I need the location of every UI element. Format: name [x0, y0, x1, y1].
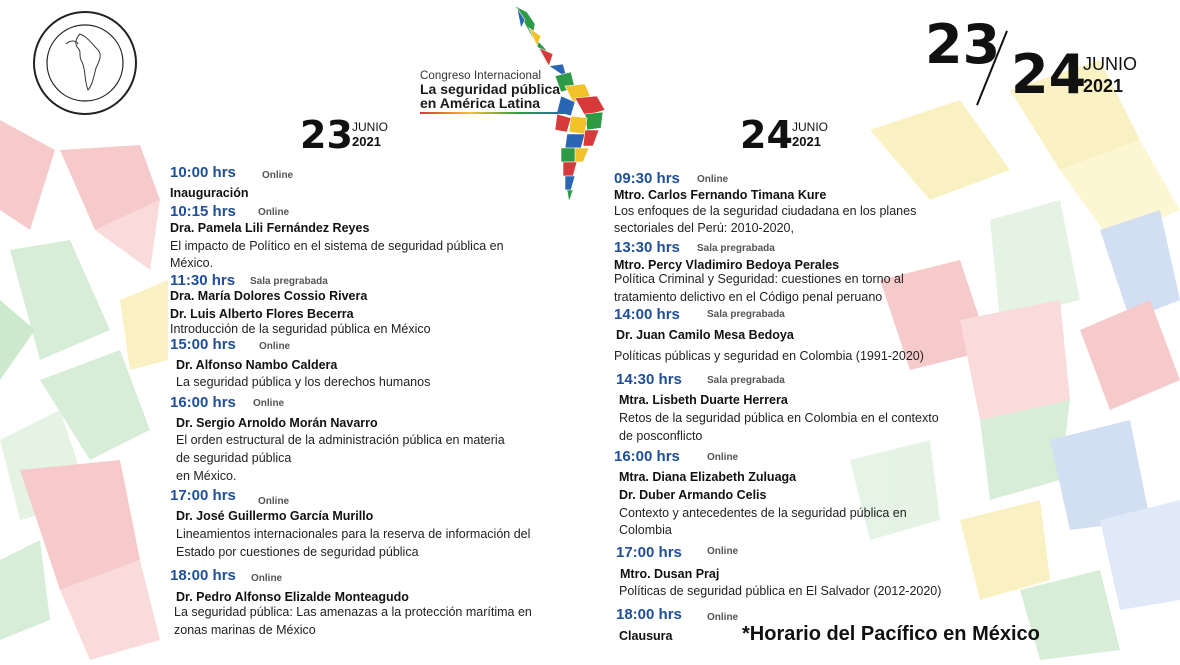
- session-modality: Sala pregrabada: [707, 375, 785, 386]
- event-dates: [925, 13, 1165, 108]
- speaker-name: Dr. Juan Camilo Mesa Bedoya: [616, 328, 794, 342]
- day2-year: 2021: [792, 134, 821, 149]
- talk-title: de seguridad pública: [176, 451, 292, 465]
- speaker-name: Mtro. Dusan Praj: [620, 567, 720, 581]
- timezone-note: *Horario del Pacífico en México: [742, 623, 1040, 645]
- session-modality: Online: [262, 170, 294, 181]
- talk-title: de posconflicto: [619, 429, 703, 443]
- talk-title: Estado por cuestiones de seguridad pública: [176, 545, 419, 559]
- speaker-name: Dr. Duber Armando Celis: [619, 488, 767, 502]
- session-modality: Online: [707, 612, 739, 623]
- session-time: 18:00 hrs: [170, 567, 236, 584]
- talk-title: La seguridad pública: Las amenazas a la protección marítima en: [174, 605, 532, 619]
- session-time: 16:00 hrs: [170, 394, 236, 411]
- talk-title: zonas marinas de México: [174, 623, 316, 637]
- speaker-name: Clausura: [619, 629, 673, 643]
- talk-title: Los enfoques de la seguridad ciudadana en los planes: [614, 204, 917, 218]
- talk-title: México.: [170, 256, 214, 270]
- congress-seal: [32, 10, 138, 116]
- session-time: 10:00 hrs: [170, 164, 236, 181]
- talk-title: Políticas de seguridad pública en El Salvador (2012-2020): [619, 584, 942, 598]
- day2-month: JUNIO: [792, 120, 828, 134]
- session-modality: Online: [258, 207, 290, 218]
- session-time: 14:30 hrs: [616, 371, 682, 388]
- congress-title: [420, 70, 600, 114]
- session-time: 14:00 hrs: [614, 306, 680, 323]
- congress-line2: La seguridad pública: [420, 81, 561, 97]
- day2-number: 24: [740, 113, 793, 157]
- session-modality: Sala pregrabada: [707, 309, 785, 320]
- session-time: 18:00 hrs: [616, 606, 682, 623]
- day1-year: 2021: [352, 134, 381, 149]
- talk-title: El impacto de Político en el sistema de seguridad pública en: [170, 239, 504, 253]
- day2-header: [740, 113, 860, 157]
- session-time: 16:00 hrs: [614, 448, 680, 465]
- talk-title: Política Criminal y Seguridad: cuestiones en torno al: [614, 272, 904, 286]
- speaker-name: Dr. Sergio Arnoldo Morán Navarro: [176, 416, 378, 430]
- session-modality: Online: [259, 341, 291, 352]
- session-modality: Online: [697, 174, 729, 185]
- talk-title: en México.: [176, 469, 237, 483]
- speaker-name: Dr. Luis Alberto Flores Becerra: [170, 307, 354, 321]
- congress-underline: [420, 112, 570, 114]
- talk-title: La seguridad pública y los derechos humanos: [176, 375, 431, 389]
- session-time: 15:00 hrs: [170, 336, 236, 353]
- speaker-name: Dra. Pamela Lili Fernández Reyes: [170, 221, 370, 235]
- day1-month: JUNIO: [352, 120, 388, 134]
- big-day-23: 23: [925, 13, 1001, 76]
- talk-title: Introducción de la seguridad pública en México: [170, 322, 431, 336]
- talk-title: Retos de la seguridad pública en Colombia en el contexto: [619, 411, 939, 425]
- session-time: 10:15 hrs: [170, 203, 236, 220]
- session-time: 17:00 hrs: [616, 544, 682, 561]
- big-day-24: 24: [1011, 43, 1087, 106]
- talk-title: sectoriales del Perú: 2010-2020,: [614, 221, 794, 235]
- speaker-name: Mtro. Carlos Fernando Timana Kure: [614, 188, 827, 202]
- congress-line3: en América Latina: [420, 95, 541, 111]
- talk-title: Colombia: [619, 523, 672, 537]
- speaker-name: Inauguración: [170, 186, 249, 200]
- session-modality: Sala pregrabada: [697, 243, 775, 254]
- day1-header: [300, 113, 420, 157]
- speaker-name: Mtra. Diana Elizabeth Zuluaga: [619, 470, 797, 484]
- session-time: 13:30 hrs: [614, 239, 680, 256]
- speaker-name: Dr. Pedro Alfonso Elizalde Monteagudo: [176, 590, 409, 604]
- session-time: 09:30 hrs: [614, 170, 680, 187]
- session-modality: Online: [253, 398, 285, 409]
- congress-line1: Congreso Internacional: [420, 70, 542, 82]
- big-year: 2021: [1083, 76, 1124, 96]
- talk-title: Contexto y antecedentes de la seguridad pública en: [619, 506, 907, 520]
- session-time: 11:30 hrs: [170, 272, 236, 289]
- session-modality: Online: [251, 573, 283, 584]
- session-modality: Online: [707, 452, 739, 463]
- day1-number: 23: [300, 113, 353, 157]
- session-modality: Online: [258, 496, 290, 507]
- speaker-name: Mtro. Percy Vladimiro Bedoya Perales: [614, 258, 840, 272]
- session-modality: Online: [707, 546, 739, 557]
- speaker-name: Dr. Alfonso Nambo Caldera: [176, 358, 338, 372]
- big-month: JUNIO: [1083, 54, 1137, 74]
- session-modality: Sala pregrabada: [250, 276, 328, 287]
- session-time: 17:00 hrs: [170, 487, 236, 504]
- speaker-name: Mtra. Lisbeth Duarte Herrera: [619, 393, 788, 407]
- talk-title: Lineamientos internacionales para la reserva de información del: [176, 527, 531, 541]
- talk-title: El orden estructural de la administración pública en materia: [176, 433, 505, 447]
- talk-title: tratamiento delictivo en el Código penal peruano: [614, 290, 883, 304]
- speaker-name: Dr. José Guillermo García Murillo: [176, 509, 374, 523]
- speaker-name: Dra. María Dolores Cossio Rivera: [170, 289, 368, 303]
- talk-title: Políticas públicas y seguridad en Colombia (1991-2020): [614, 349, 924, 363]
